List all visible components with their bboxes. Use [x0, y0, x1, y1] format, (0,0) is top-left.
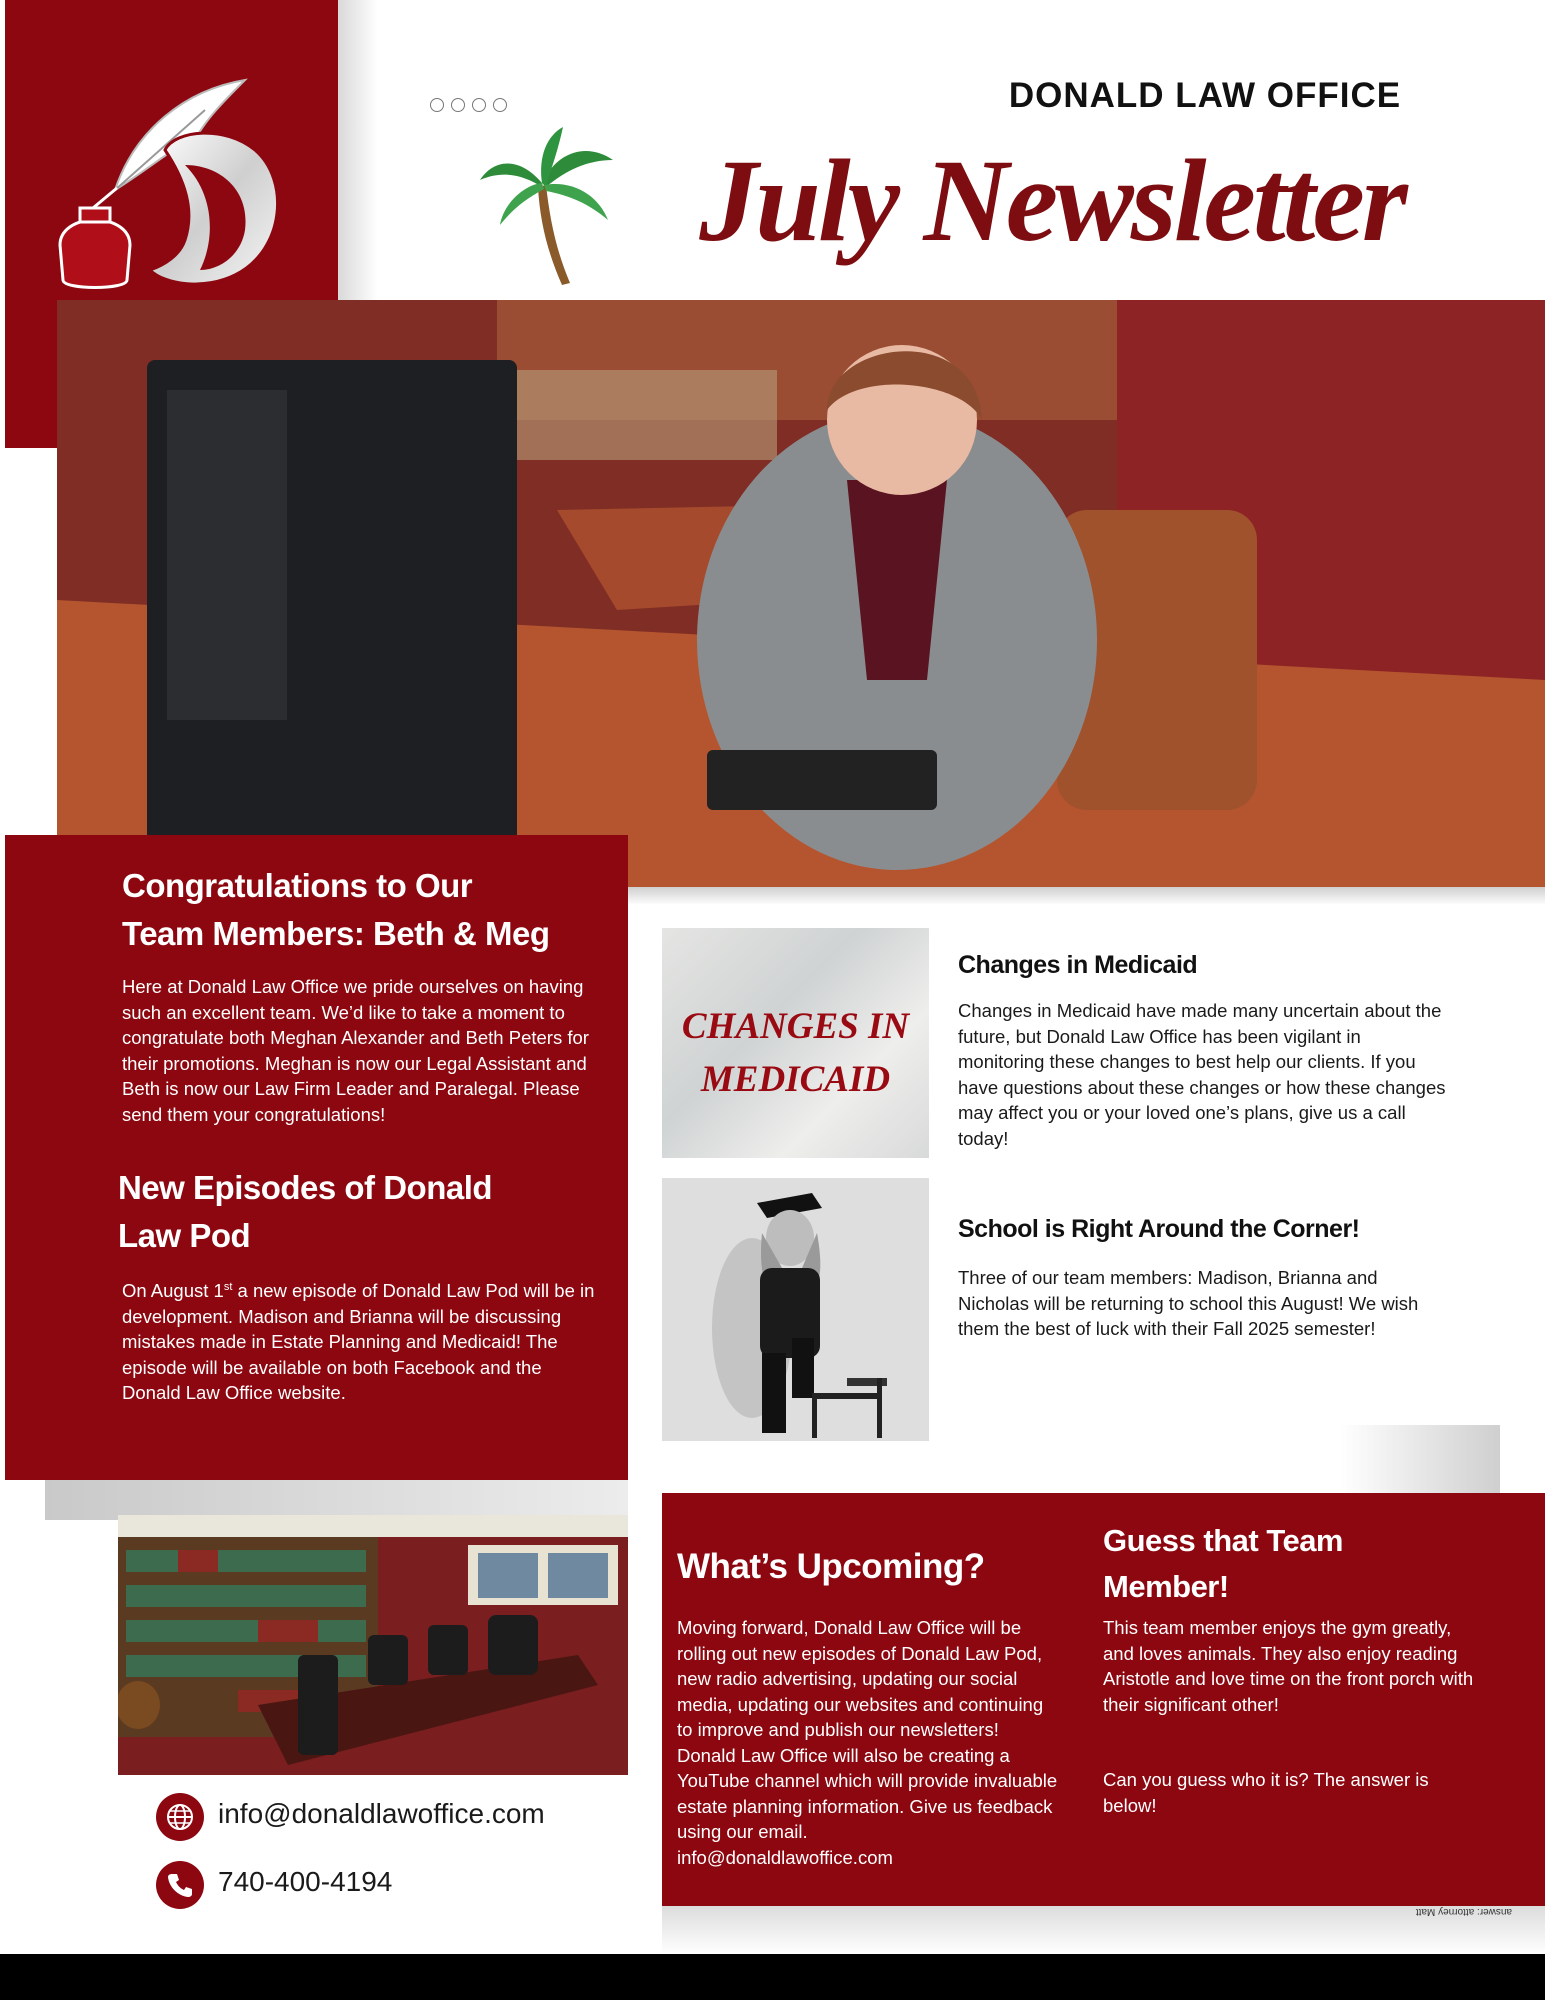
guess-heading-line2: Member! [1103, 1569, 1229, 1604]
right-decor-shadow [1340, 1425, 1500, 1493]
globe-icon [156, 1793, 204, 1841]
guess-heading [1103, 1518, 1523, 1610]
podcast-body-start: On August 1 [122, 1280, 224, 1302]
medicaid-body: Changes in Medicaid have made many uncertain about the future, but Donald Law Office has been vigilant in monitoring these changes to best help our clients. If you have questions about these changes or how these changes may affect you or your loved one’s plans, give us a call today! [958, 1000, 1446, 1149]
podcast-body-rest: a new episode of Donald Law Pod will be in development. Madison and Brianna will be discussing mistakes made in Estate Planning and Medicaid! The episode will be available on both Facebook and the Donald Law Office website. [122, 1280, 595, 1404]
dot-icon [472, 98, 486, 112]
upcoming-heading: What’s Upcoming? [677, 1547, 985, 1586]
donald-logo-icon [55, 70, 315, 300]
upcoming-body-text: Moving forward, Donald Law Office will be rolling out new episodes of Donald Law Pod, new radio advertising, updating our social media, updating our websites and continuing to improve and publish our newsletters! Donald Law Office will also be creating a YouTube channel which will provide invaluable estate planning information. Give us feedback using our email. [677, 1617, 1058, 1842]
upcoming-body [677, 1615, 1062, 1870]
phone-icon [156, 1861, 204, 1909]
upcoming-email[interactable]: info@donaldlawoffice.com [677, 1846, 893, 1868]
contact-email[interactable]: info@donaldlawoffice.com [218, 1798, 545, 1829]
podcast-heading-line1: New Episodes of Donald [118, 1169, 493, 1206]
contact-phone[interactable]: 740-400-4194 [218, 1866, 393, 1897]
dot-icon [493, 98, 507, 112]
dot-icon [430, 98, 444, 112]
hero-photo-illustration [57, 300, 1545, 887]
phone-icon-svg [165, 1870, 195, 1900]
medicaid-image-line2: MEDICAID [700, 1059, 891, 1100]
guess-body: This team member enjoys the gym greatly, and loves animals. They also enjoy reading Aristotle and love time on the front porch with their significant other! [1103, 1617, 1474, 1715]
podcast-heading-line2: Law Pod [118, 1217, 251, 1254]
school-heading: School is Right Around the Corner! [958, 1215, 1360, 1243]
podcast-body [122, 1275, 602, 1406]
congrats-body: Here at Donald Law Office we pride ourselves on having such an excellent team. We’d like to take a moment to congratulate both Meghan Alexander and Beth Peters for their promotions. Meghan is now our Legal Assistant and Beth is now our Law Firm Leader and Paralegal. Please send them your congratulations! [122, 976, 589, 1125]
medicaid-image [662, 928, 929, 1158]
hero-shadow [620, 887, 1545, 905]
graduate-photo-illustration [662, 1178, 929, 1441]
newsletter-title [612, 130, 1492, 280]
palm-tree-icon [478, 125, 618, 285]
podcast-body-sup: st [223, 1281, 233, 1293]
congrats-heading-line2: Team Members: Beth & Meg [122, 915, 550, 952]
title-text: July Newsletter [699, 135, 1405, 266]
org-name: DONALD LAW OFFICE [1008, 76, 1402, 115]
congrats-heading-line1: Congratulations to Our [122, 867, 473, 904]
graduate-photo [662, 1178, 929, 1441]
guess-heading-line1: Guess that Team [1103, 1523, 1344, 1558]
medicaid-heading: Changes in Medicaid [958, 951, 1198, 979]
conference-room-photo [118, 1515, 628, 1775]
podcast-heading [118, 1164, 598, 1260]
globe-icon-svg [165, 1802, 195, 1832]
footer-bar [0, 1954, 1545, 2000]
congrats-heading [122, 862, 602, 958]
guess-question: Can you guess who it is? The answer is below! [1103, 1769, 1429, 1816]
hero-photo [57, 300, 1545, 887]
dot-icon [451, 98, 465, 112]
conference-room-illustration [118, 1515, 628, 1775]
medicaid-image-line1: CHANGES IN [681, 1006, 910, 1047]
medicaid-image-text [662, 1000, 929, 1106]
upside-down-answer: answer: attorney Matt [1415, 1906, 1512, 1917]
school-body: Three of our team members: Madison, Brianna and Nicholas will be returning to school this August! We wish them the best of luck with their Fall 2025 semester! [958, 1267, 1419, 1339]
decorative-dots [430, 98, 530, 118]
